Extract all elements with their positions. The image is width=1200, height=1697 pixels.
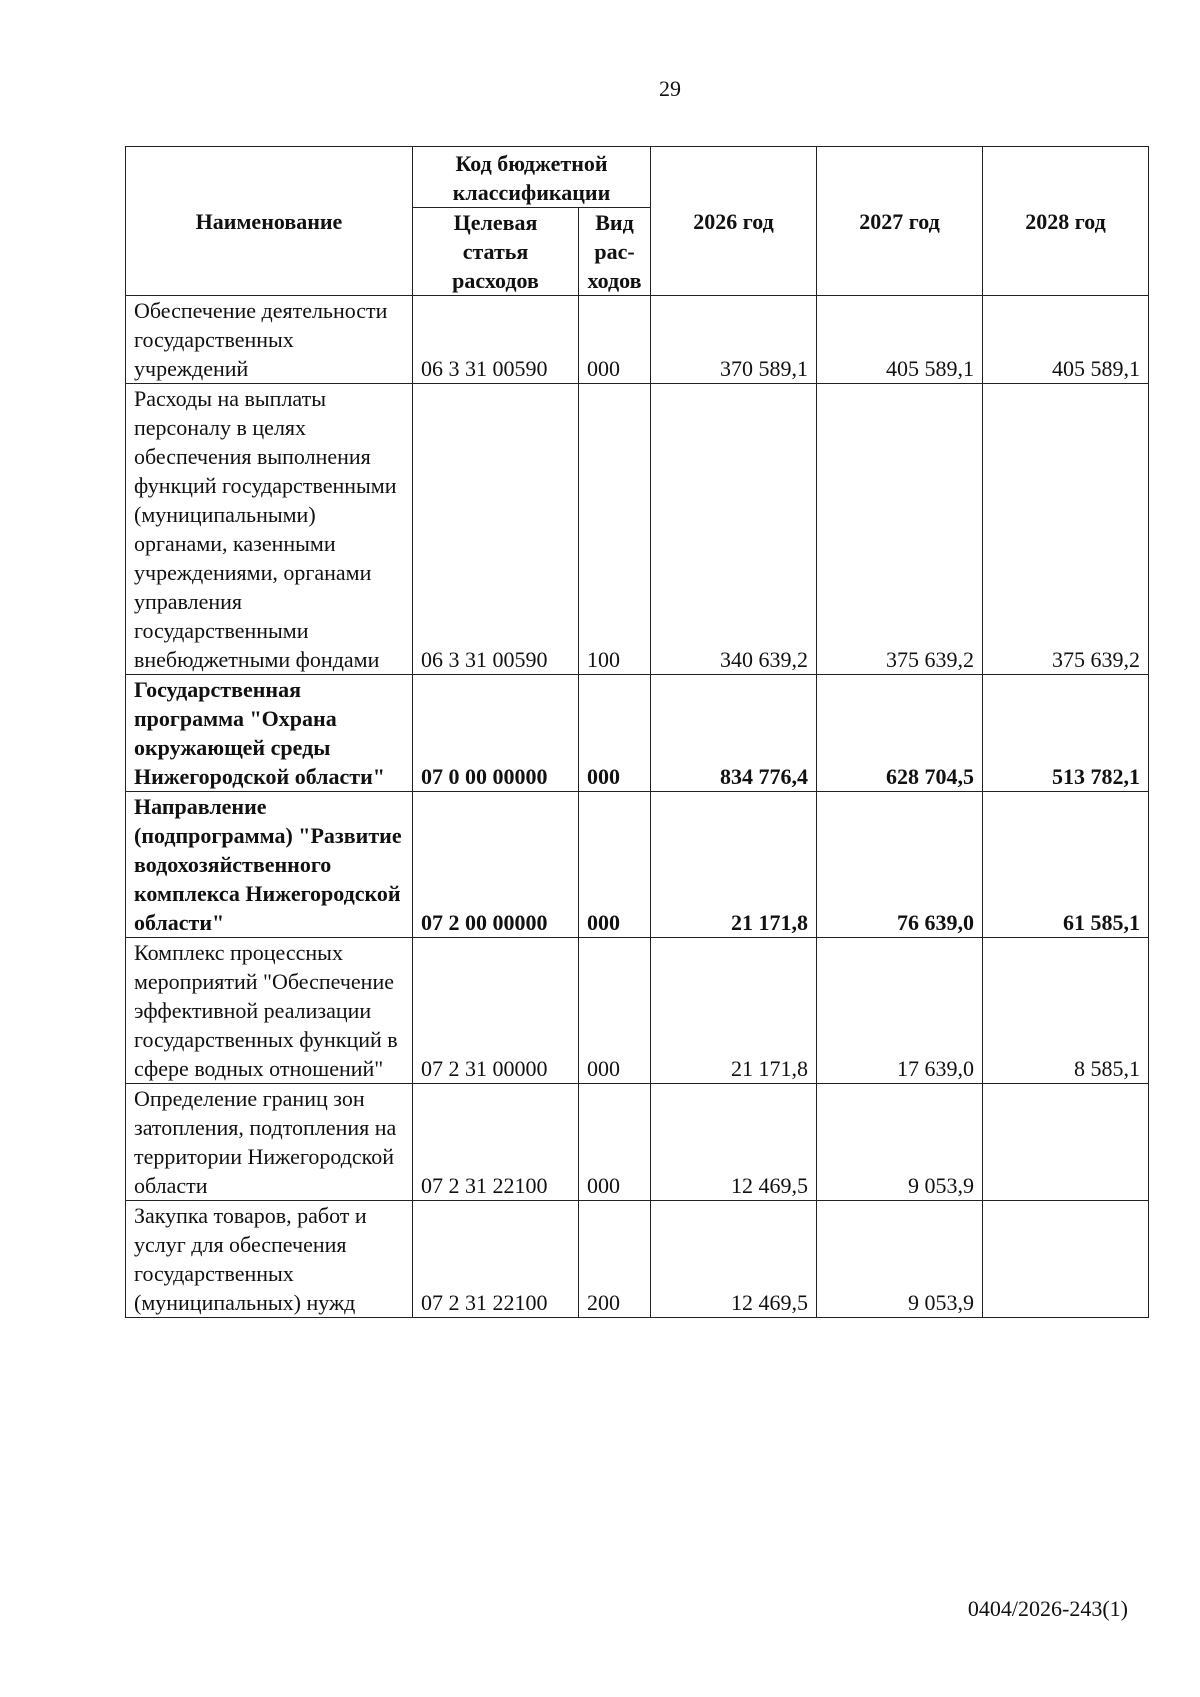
row-value-2027: 9 053,9 <box>817 1201 983 1318</box>
row-name: Расходы на выплаты персоналу в целях обеспечения выполнения функций государственными (муниципальными) органами, казенными учреждениями, органами управления государственными внебюджетными фондами <box>126 384 413 675</box>
row-value-2027: 9 053,9 <box>817 1084 983 1201</box>
row-value-2026: 12 469,5 <box>651 1201 817 1318</box>
row-expense-kind: 000 <box>579 675 651 792</box>
row-value-2028: 375 639,2 <box>983 384 1149 675</box>
row-value-2027: 17 639,0 <box>817 938 983 1084</box>
table-row <box>126 384 1149 675</box>
row-expense-kind: 000 <box>579 792 651 938</box>
row-target-code: 07 2 31 22100 <box>413 1201 579 1318</box>
header-name: Наименование <box>126 147 413 296</box>
row-value-2027: 375 639,2 <box>817 384 983 675</box>
row-value-2028: 513 782,1 <box>983 675 1149 792</box>
row-target-code: 07 0 00 00000 <box>413 675 579 792</box>
row-value-2028 <box>983 1084 1149 1201</box>
row-value-2028: 61 585,1 <box>983 792 1149 938</box>
row-value-2028: 8 585,1 <box>983 938 1149 1084</box>
row-value-2027: 76 639,0 <box>817 792 983 938</box>
header-kind: Вид рас-ходов <box>579 208 651 296</box>
table-row <box>126 792 1149 938</box>
row-name: Направление (подпрограмма) "Развитие водохозяйственного комплекса Нижегородской области" <box>126 792 413 938</box>
header-2027: 2027 год <box>817 147 983 296</box>
header-2028: 2028 год <box>983 147 1149 296</box>
row-value-2028 <box>983 1201 1149 1318</box>
row-value-2026: 340 639,2 <box>651 384 817 675</box>
row-target-code: 06 3 31 00590 <box>413 296 579 384</box>
row-name: Закупка товаров, работ и услуг для обеспечения государственных (муниципальных) нужд <box>126 1201 413 1318</box>
row-value-2026: 21 171,8 <box>651 938 817 1084</box>
row-name: Комплекс процессных мероприятий "Обеспечение эффективной реализации государственных функций в сфере водных отношений" <box>126 938 413 1084</box>
row-name: Государственная программа "Охрана окружающей среды Нижегородской области" <box>126 675 413 792</box>
table-row <box>126 1084 1149 1201</box>
row-expense-kind: 200 <box>579 1201 651 1318</box>
row-value-2026: 21 171,8 <box>651 792 817 938</box>
header-target: Целевая статья расходов <box>413 208 579 296</box>
row-target-code: 07 2 31 22100 <box>413 1084 579 1201</box>
row-target-code: 07 2 00 00000 <box>413 792 579 938</box>
row-target-code: 07 2 31 00000 <box>413 938 579 1084</box>
row-value-2026: 834 776,4 <box>651 675 817 792</box>
row-value-2027: 405 589,1 <box>817 296 983 384</box>
row-value-2026: 370 589,1 <box>651 296 817 384</box>
header-kbk: Код бюджетной классификации <box>413 147 651 208</box>
row-target-code: 06 3 31 00590 <box>413 384 579 675</box>
row-name: Обеспечение деятельности государственных учреждений <box>126 296 413 384</box>
header-2026: 2026 год <box>651 147 817 296</box>
document-id: 0404/2026-243(1) <box>967 1596 1128 1621</box>
page-number: 29 <box>659 76 681 101</box>
row-expense-kind: 100 <box>579 384 651 675</box>
row-name: Определение границ зон затопления, подтопления на территории Нижегородской области <box>126 1084 413 1201</box>
row-value-2027: 628 704,5 <box>817 675 983 792</box>
row-value-2026: 12 469,5 <box>651 1084 817 1201</box>
table-row <box>126 675 1149 792</box>
budget-table <box>125 146 1149 1318</box>
table-row <box>126 296 1149 384</box>
table-row <box>126 938 1149 1084</box>
row-expense-kind: 000 <box>579 938 651 1084</box>
row-value-2028: 405 589,1 <box>983 296 1149 384</box>
table-row <box>126 1201 1149 1318</box>
row-expense-kind: 000 <box>579 296 651 384</box>
row-expense-kind: 000 <box>579 1084 651 1201</box>
